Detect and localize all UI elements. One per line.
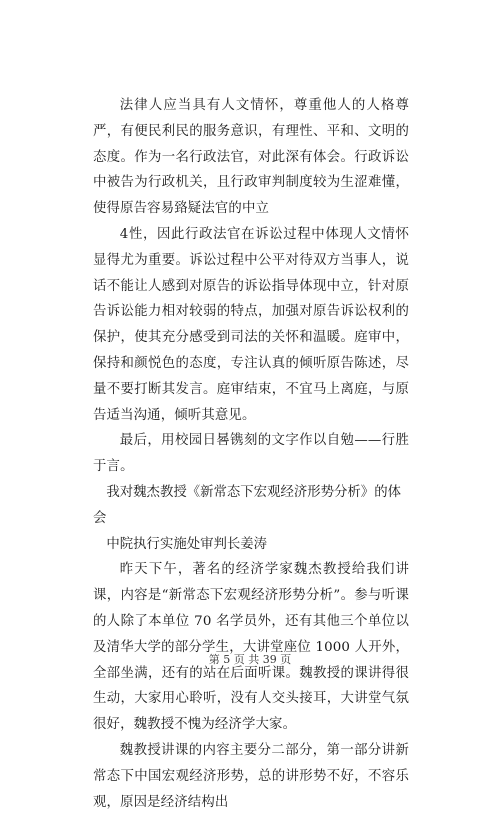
paragraph-lecture-intro: 昨天下午，著名的经济学家魏杰教授给我们讲课，内容是“新常态下宏观经济形势分析”。参与听课的人除了本单位 70 名学员外，还有其他三个单位以及清华大学的部分学生，大讲堂座位 1000 人开外，全部坐满，还有的站在后面听课。魏教授的课讲得很生动，大家用心聆听，没有人交头接耳，大讲堂气氛很好，魏教授不愧为经济学大家。 (93, 562, 409, 733)
paragraph-legal-humanism: 法律人应当具有人文情怀，尊重他人的人格尊严，有便民利民的服务意识，有理性、平和、文明的态度。作为一名行政法官，对此深有体会。行政诉讼中被告为行政机关，且行政审判制度较为生涩难懂，使得原告容易臵疑法官的中立 (93, 98, 409, 217)
article-author: 中院执行实施处审判长姜涛 (106, 536, 268, 552)
article-title: 我对魏杰教授《新常态下宏观经济形势分析》的体会 (93, 484, 401, 526)
paragraph-administrative-judge: 4性，因此行政法官在诉讼过程中体现人文情怀显得尤为重要。诉讼过程中公平对待双方当事人，说话不能让人感到对原告的诉讼指导体现中立，针对原告诉讼能力相对较弱的特点，加强对原告诉讼权利的保护，使其充分感受到司法的关怀和温暖。庭审中，保持和颜悦色的态度，专注认真的倾听原告陈述，尽量不要打断其发言。庭审结束，不宜马上离庭，与原告适当沟通，倾听其意见。 (93, 226, 409, 423)
paragraph-closing-motto: 最后，用校园日晷镌刻的文字作以自勉——行胜于言。 (93, 433, 409, 475)
paragraph-lecture-content: 魏教授讲课的内容主要分二部分，第一部分讲新常态下中国宏观经济形势，总的讲形势不好，不容乐观，原因是经济结构出 (93, 742, 409, 810)
page-footer: 第 5 页 共 39 页 (208, 653, 292, 666)
